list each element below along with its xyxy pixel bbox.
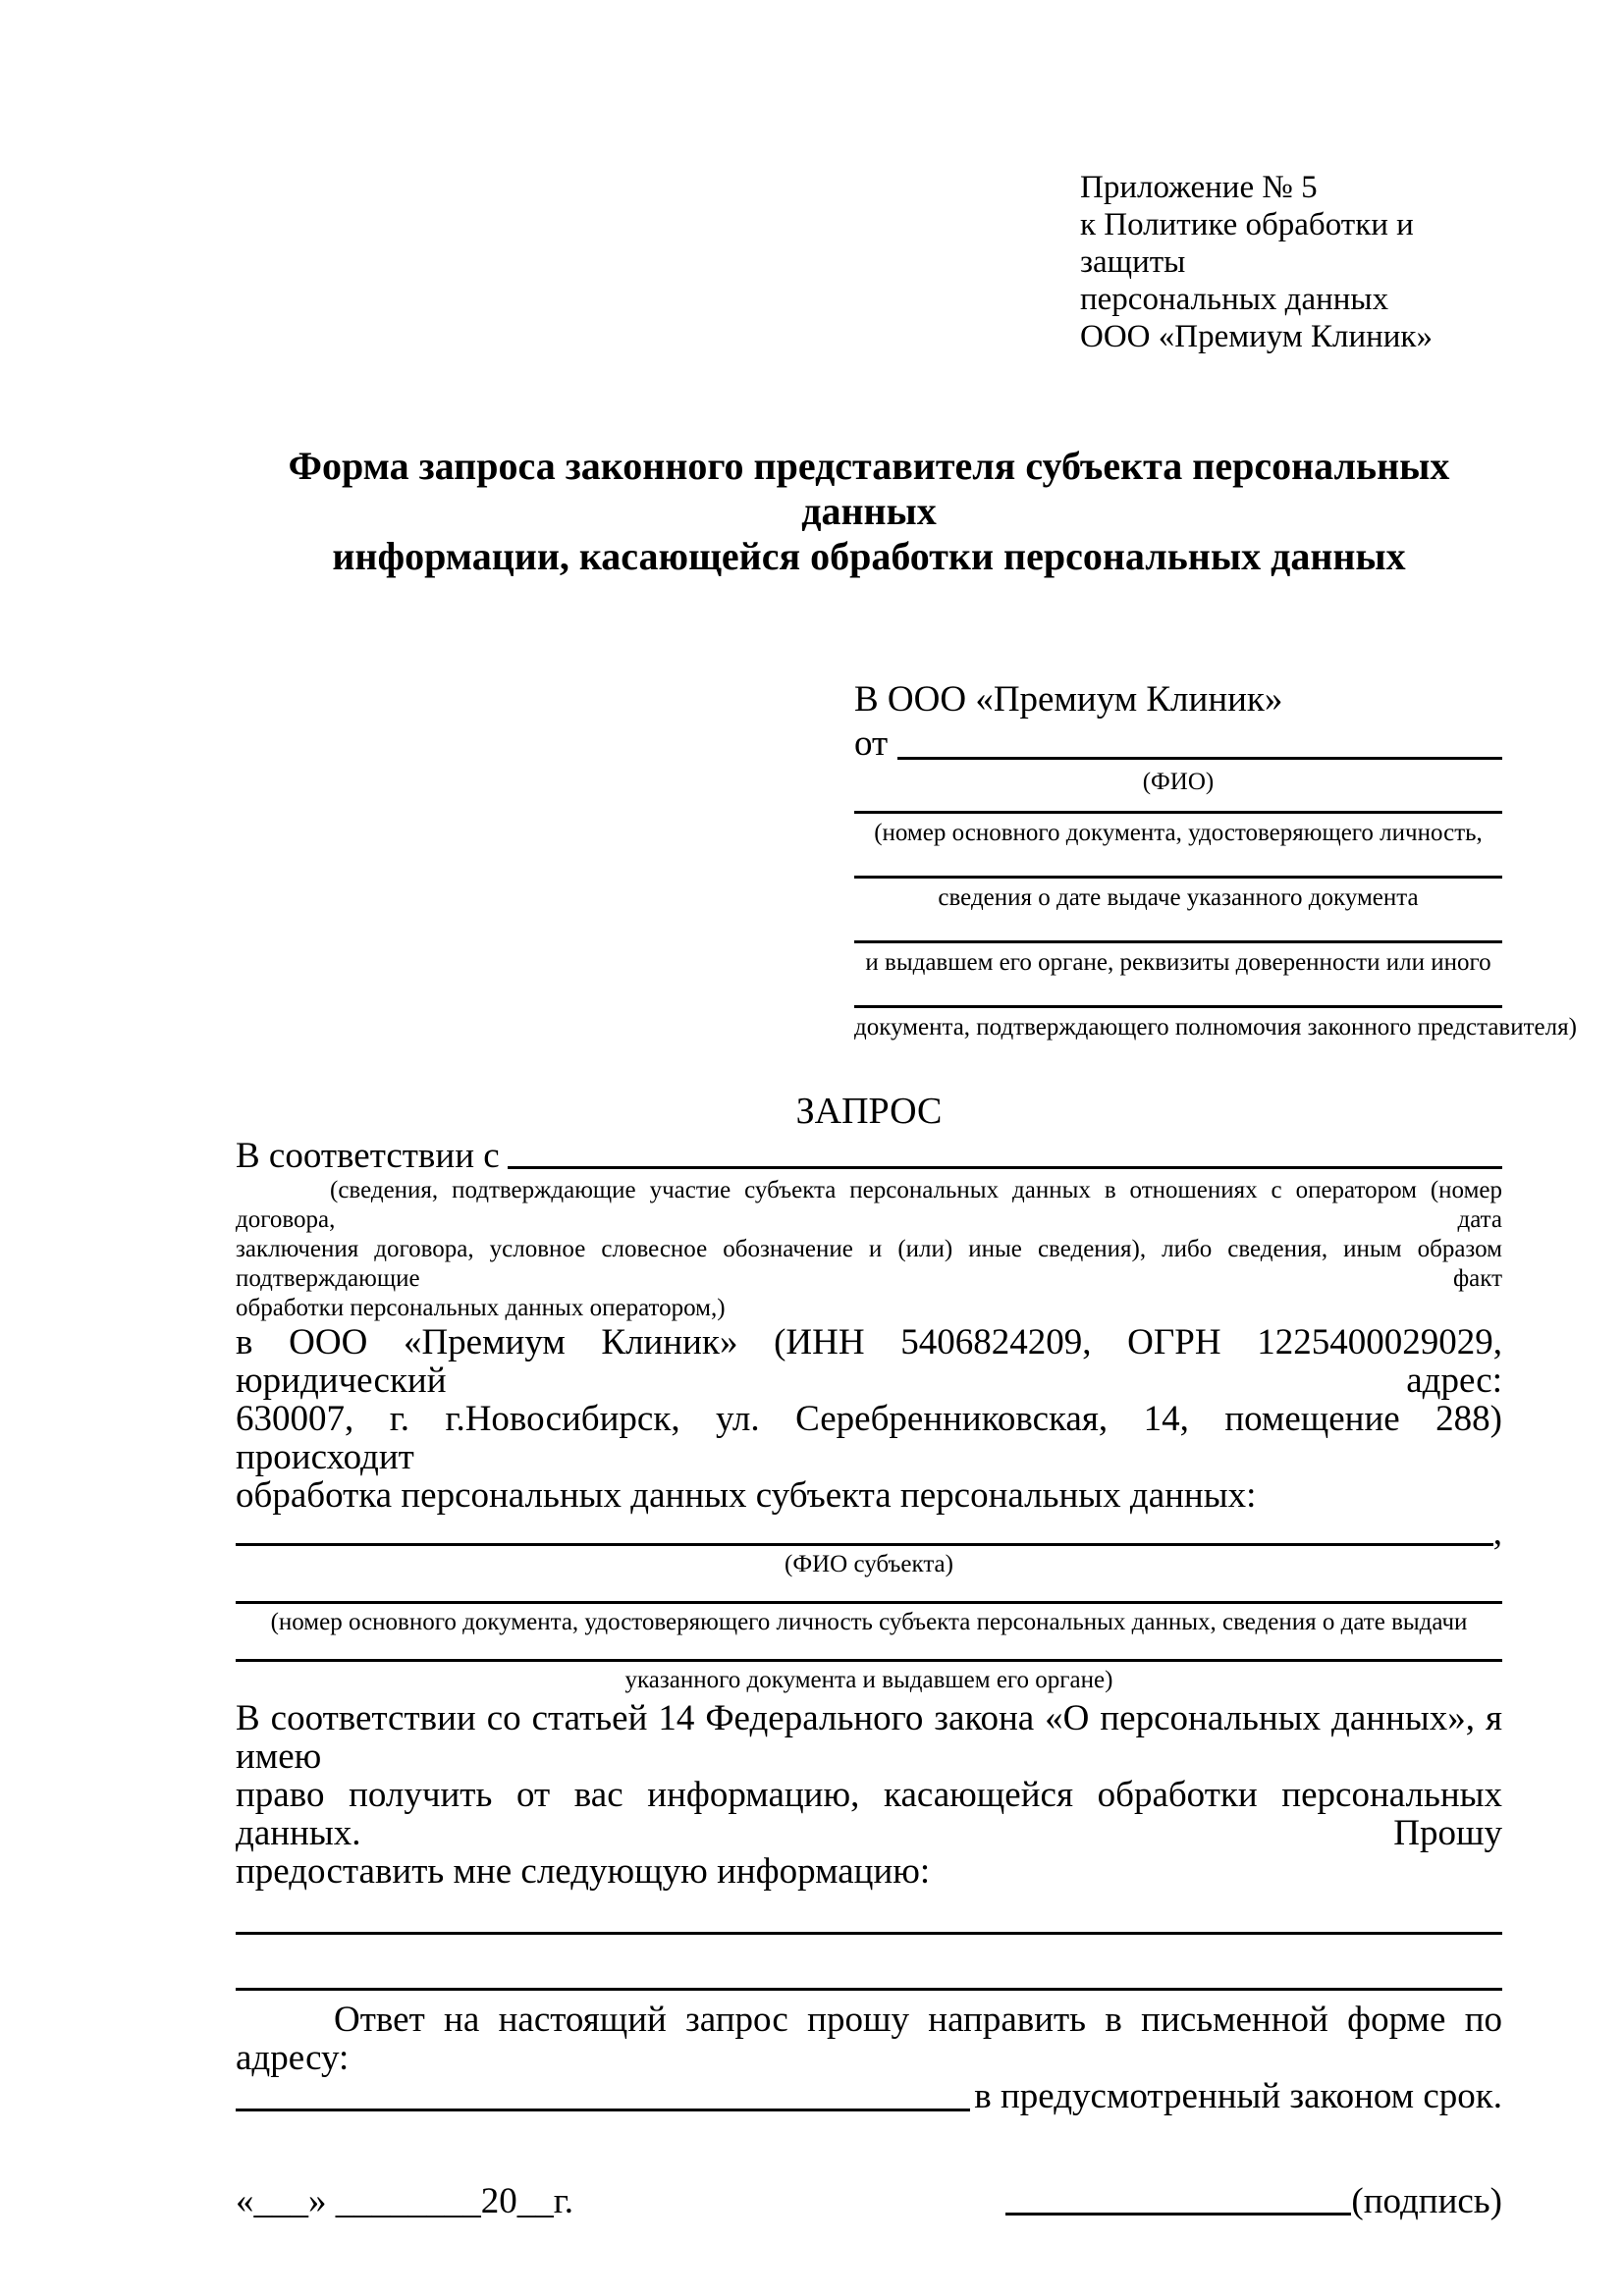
text-line: информации, касающейся обработки персональных данных: [332, 534, 1406, 578]
text-line: обработка персональных данных субъекта персональных данных:: [236, 1475, 1257, 1516]
subject-fio-caption: (ФИО субъекта): [785, 1551, 953, 1577]
from-blank-field: [897, 721, 1502, 760]
addressee-block: [854, 677, 1577, 1042]
text-line: 630007, г. г.Новосибирск, ул. Серебренниковская, 14, помещение 288) происходит: [236, 1399, 1502, 1477]
address-blank-field: [236, 2077, 970, 2111]
document-content: [236, 169, 1577, 2222]
text-line: к Политике обработки и защиты: [1080, 207, 1414, 280]
text-line: заключения договора, условное словесное обозначение и (или) иные сведения), либо сведения, иным образом подтверждающие факт: [236, 1236, 1502, 1292]
appendix-note: [1080, 169, 1502, 355]
document-title: [236, 444, 1502, 579]
blank-field-line: [236, 1932, 1502, 1935]
signature-caption: (подпись): [1351, 2181, 1502, 2221]
text-line: в ООО «Премиум Клиник» (ИНН 5406824209, ОГРН 1225400029029, юридический адрес:: [236, 1322, 1502, 1401]
blank-field-caption: документа, подтверждающего полномочия законного представителя): [854, 1014, 1577, 1041]
blank-field-line: [236, 1988, 1502, 1991]
subject-fio-field-row: [236, 1513, 1502, 1553]
text-line: обработки персональных данных оператором,): [236, 1295, 726, 1321]
text-line: В соответствии со статьей 14 Федерального закона «О персональных данных», я имею: [236, 1698, 1502, 1777]
blank-field-line: [236, 1540, 1493, 1546]
text-line: (сведения, подтверждающие участие субъекта персональных данных в отношениях с оператором (номер договора, дата: [236, 1177, 1502, 1233]
reply-tail-text: в предусмотренный законом срок.: [974, 2076, 1502, 2116]
signature-area: [1005, 2181, 1502, 2222]
blank-field-line: [854, 811, 1502, 814]
from-line: [854, 721, 1502, 766]
blank-field-row: [854, 1005, 1577, 1042]
text-line: предоставить мне следующую информацию:: [236, 1851, 931, 1892]
blank-field-row: [854, 940, 1502, 978]
blank-field-line: [854, 940, 1502, 943]
from-label: от: [854, 723, 889, 764]
law-paragraph: [236, 1699, 1502, 1891]
text-line: право получить от вас информацию, касающейся обработки персональных данных. Прошу: [236, 1775, 1502, 1853]
intro-blank-field: [508, 1137, 1502, 1169]
blank-field-line: [854, 1005, 1502, 1008]
blank-field-caption: и выдавшем его органе, реквизиты доверенности или иного: [865, 949, 1491, 976]
blank-field-caption: (номер основного документа, удостоверяющего личность,: [874, 820, 1483, 846]
text-line: Форма запроса законного представителя субъекта персональных данных: [288, 444, 1450, 533]
reply-paragraph-line: Ответ на настоящий запрос прошу направить в письменной форме по адресу:: [236, 2000, 1502, 2078]
request-heading: ЗАПРОС: [795, 1091, 943, 1132]
text-line: ООО «Премиум Клиник»: [1080, 319, 1433, 354]
text-line: Приложение № 5: [1080, 170, 1318, 205]
blank-field-line: [236, 1601, 1502, 1604]
blank-field-line: [236, 1659, 1502, 1662]
blank-field-line: [854, 876, 1502, 879]
date-blank-text: «___» ________20__г.: [236, 2181, 574, 2221]
intro-label: В соответствии с: [236, 1136, 500, 1176]
subject-doc-caption-1: (номер основного документа, удостоверяющего личность субъекта персональных данных, сведения о дате выдачи: [270, 1609, 1468, 1635]
reply-address-row: [236, 2077, 1502, 2118]
intro-line: [236, 1137, 1502, 1176]
text-line: персональных данных: [1080, 282, 1389, 317]
comma-tail: ,: [1492, 1513, 1502, 1553]
operator-paragraph: [236, 1323, 1502, 1515]
blank-field-row: [854, 811, 1502, 848]
blank-field-caption: сведения о дате выдаче указанного документа: [938, 884, 1419, 911]
date-signature-row: [236, 2181, 1502, 2222]
blank-field-row: [854, 876, 1502, 913]
intro-caption-paragraph: [236, 1176, 1502, 1323]
signature-blank-field: [1005, 2181, 1351, 2216]
subject-doc-caption-2: указанного документа и выдавшем его органе): [624, 1667, 1113, 1693]
addressee-org: В ООО «Премиум Клиник»: [854, 679, 1283, 720]
fio-caption: (ФИО): [1142, 769, 1215, 795]
